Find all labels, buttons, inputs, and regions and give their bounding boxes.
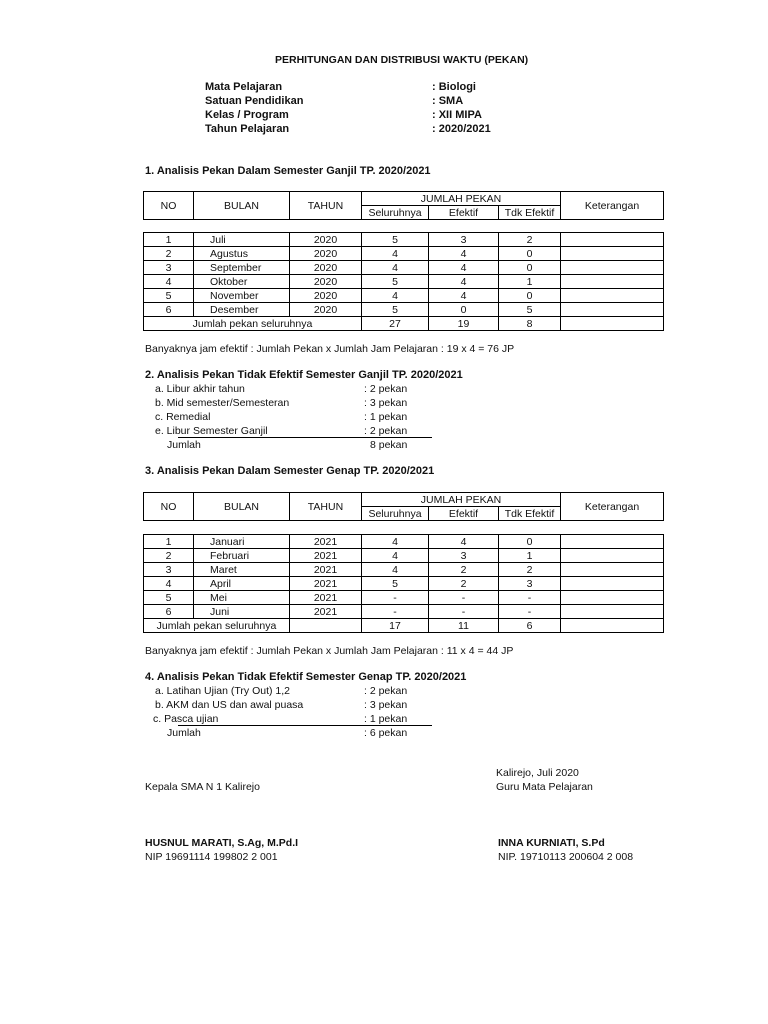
cell-tahun: 2021 — [290, 535, 362, 549]
header-seluruhnya: Seluruhnya — [362, 507, 429, 521]
cell-efektif: 4 — [429, 261, 499, 275]
cell-tdk-efektif: 2 — [499, 563, 561, 577]
header-efektif: Efektif — [429, 507, 499, 521]
cell-efektif: 0 — [429, 303, 499, 317]
list-item-label: b. AKM dan US dan awal puasa — [155, 699, 304, 711]
list-total-value: 8 pekan — [370, 439, 408, 451]
list-total-value: : 6 pekan — [364, 727, 408, 739]
table-row — [144, 261, 664, 275]
table-row — [144, 549, 664, 563]
cell-efektif: 4 — [429, 247, 499, 261]
list-item-value: : 3 pekan — [364, 397, 408, 409]
section-2-heading: 2. Analisis Pekan Tidak Efektif Semester Ganjil TP. 2020/2021 — [145, 369, 463, 381]
cell-no: 4 — [144, 577, 194, 591]
cell-tahun — [290, 619, 362, 633]
table-row — [144, 605, 664, 619]
cell-tdk-efektif: 1 — [499, 275, 561, 289]
cell-efektif: - — [429, 605, 499, 619]
cell-tahun: 2021 — [290, 549, 362, 563]
header-seluruhnya: Seluruhnya — [362, 206, 429, 220]
total-seluruhnya: 17 — [362, 619, 429, 633]
cell-keterangan — [561, 563, 664, 577]
cell-tdk-efektif: - — [499, 591, 561, 605]
info-label: Satuan Pendidikan — [205, 95, 304, 107]
cell-tahun: 2020 — [290, 247, 362, 261]
cell-seluruhnya: 4 — [362, 535, 429, 549]
page-title: PERHITUNGAN DAN DISTRIBUSI WAKTU (PEKAN) — [275, 54, 529, 66]
list-item-label: b. Mid semester/Semesteran — [155, 397, 290, 409]
cell-keterangan — [561, 233, 664, 247]
cell-no: 2 — [144, 549, 194, 563]
cell-no: 3 — [144, 261, 194, 275]
cell-tdk-efektif: 2 — [499, 233, 561, 247]
table-row — [144, 535, 664, 549]
table-row — [144, 247, 664, 261]
cell-tdk-efektif: 0 — [499, 535, 561, 549]
section-1-data-table — [143, 232, 664, 331]
cell-tahun: 2020 — [290, 233, 362, 247]
header-no: NO — [144, 493, 194, 521]
total-tdk-efektif: 6 — [499, 619, 561, 633]
cell-keterangan — [561, 605, 664, 619]
cell-efektif: - — [429, 591, 499, 605]
cell-seluruhnya: 5 — [362, 233, 429, 247]
cell-bulan: Juli — [194, 233, 290, 247]
cell-no: 1 — [144, 535, 194, 549]
left-role: Kepala SMA N 1 Kalirejo — [145, 781, 260, 793]
cell-seluruhnya: 5 — [362, 275, 429, 289]
cell-keterangan — [561, 619, 664, 633]
cell-efektif: 4 — [429, 275, 499, 289]
info-label: Mata Pelajaran — [205, 81, 283, 93]
cell-tdk-efektif: 1 — [499, 549, 561, 563]
section-3-jam-efektif: Banyaknya jam efektif : Jumlah Pekan x Jumlah Jam Pelajaran : 11 x 4 = 44 JP — [145, 645, 514, 657]
list-item-label: c. Remedial — [155, 411, 211, 423]
cell-no: 5 — [144, 289, 194, 303]
cell-bulan: Agustus — [194, 247, 290, 261]
total-label: Jumlah pekan seluruhnya — [144, 619, 290, 633]
cell-tahun: 2021 — [290, 577, 362, 591]
right-role: Guru Mata Pelajaran — [496, 781, 593, 793]
header-tahun: TAHUN — [290, 493, 362, 521]
cell-keterangan — [561, 577, 664, 591]
cell-bulan: Februari — [194, 549, 290, 563]
total-tdk-efektif: 8 — [499, 317, 561, 331]
header-tdk-efektif: Tdk Efektif — [499, 206, 561, 220]
header-efektif: Efektif — [429, 206, 499, 220]
list-item-value: : 2 pekan — [364, 425, 408, 437]
info-value: : XII MIPA — [432, 109, 482, 121]
cell-seluruhnya: - — [362, 591, 429, 605]
table-row — [144, 233, 664, 247]
cell-keterangan — [561, 275, 664, 289]
left-signatory-name: HUSNUL MARATI, S.Ag, M.Pd.I — [145, 837, 299, 849]
cell-tahun: 2021 — [290, 605, 362, 619]
cell-keterangan — [561, 317, 664, 331]
cell-bulan: Juni — [194, 605, 290, 619]
list-item-value: : 1 pekan — [364, 411, 408, 423]
list-item-value: : 3 pekan — [364, 699, 408, 711]
info-value: : SMA — [432, 95, 464, 107]
header-keterangan: Keterangan — [561, 192, 664, 220]
cell-bulan: Desember — [194, 303, 290, 317]
header-keterangan: Keterangan — [561, 493, 664, 521]
list-item-value: : 2 pekan — [364, 685, 408, 697]
cell-seluruhnya: 4 — [362, 549, 429, 563]
cell-tdk-efektif: 0 — [499, 289, 561, 303]
section-4-heading: 4. Analisis Pekan Tidak Efektif Semester Genap TP. 2020/2021 — [145, 671, 467, 683]
cell-efektif: 4 — [429, 289, 499, 303]
header-tahun: TAHUN — [290, 192, 362, 220]
total-efektif: 19 — [429, 317, 499, 331]
cell-seluruhnya: 5 — [362, 303, 429, 317]
sum-divider — [178, 437, 432, 438]
list-item-label: e. Libur Semester Ganjil — [155, 425, 268, 437]
cell-tahun: 2021 — [290, 591, 362, 605]
total-seluruhnya: 27 — [362, 317, 429, 331]
cell-tahun: 2020 — [290, 289, 362, 303]
header-tdk-efektif: Tdk Efektif — [499, 507, 561, 521]
info-label: Kelas / Program — [205, 109, 289, 121]
list-item-value: : 1 pekan — [364, 713, 408, 725]
cell-keterangan — [561, 261, 664, 275]
cell-seluruhnya: 4 — [362, 289, 429, 303]
list-item-value: : 2 pekan — [364, 383, 408, 395]
header-jumlah-pekan: JUMLAH PEKAN — [362, 493, 561, 507]
total-efektif: 11 — [429, 619, 499, 633]
cell-no: 5 — [144, 591, 194, 605]
cell-keterangan — [561, 549, 664, 563]
section-3-data-table — [143, 534, 664, 633]
list-item-label: c. Pasca ujian — [153, 713, 219, 725]
section-1-jam-efektif: Banyaknya jam efektif : Jumlah Pekan x Jumlah Jam Pelajaran : 19 x 4 = 76 JP — [145, 343, 515, 355]
table-total-row — [144, 619, 664, 633]
cell-seluruhnya: 4 — [362, 247, 429, 261]
cell-no: 1 — [144, 233, 194, 247]
list-total-label: Jumlah — [167, 439, 201, 451]
cell-seluruhnya: 5 — [362, 577, 429, 591]
cell-no: 3 — [144, 563, 194, 577]
table-row — [144, 289, 664, 303]
cell-bulan: Mei — [194, 591, 290, 605]
cell-tdk-efektif: 5 — [499, 303, 561, 317]
header-bulan: BULAN — [194, 493, 290, 521]
list-item-label: a. Libur akhir tahun — [155, 383, 245, 395]
cell-tdk-efektif: 0 — [499, 247, 561, 261]
info-label: Tahun Pelajaran — [205, 123, 290, 135]
cell-bulan: Januari — [194, 535, 290, 549]
header-bulan: BULAN — [194, 192, 290, 220]
section-3-header-table — [143, 492, 664, 521]
cell-seluruhnya: 4 — [362, 261, 429, 275]
cell-efektif: 2 — [429, 563, 499, 577]
cell-efektif: 2 — [429, 577, 499, 591]
cell-bulan: September — [194, 261, 290, 275]
cell-tahun: 2020 — [290, 303, 362, 317]
cell-bulan: Oktober — [194, 275, 290, 289]
cell-tdk-efektif: 0 — [499, 261, 561, 275]
table-row — [144, 591, 664, 605]
cell-tahun: 2021 — [290, 563, 362, 577]
cell-keterangan — [561, 289, 664, 303]
cell-keterangan — [561, 303, 664, 317]
cell-no: 2 — [144, 247, 194, 261]
left-nip: NIP 19691114 199802 2 001 — [145, 851, 278, 863]
cell-keterangan — [561, 535, 664, 549]
cell-tahun: 2020 — [290, 261, 362, 275]
cell-no: 6 — [144, 605, 194, 619]
cell-bulan: November — [194, 289, 290, 303]
section-1-heading: 1. Analisis Pekan Dalam Semester Ganjil TP. 2020/2021 — [145, 165, 431, 177]
table-total-row — [144, 317, 664, 331]
cell-seluruhnya: - — [362, 605, 429, 619]
table-row — [144, 303, 664, 317]
cell-efektif: 3 — [429, 233, 499, 247]
table-row — [144, 275, 664, 289]
cell-bulan: April — [194, 577, 290, 591]
cell-tdk-efektif: 3 — [499, 577, 561, 591]
cell-efektif: 4 — [429, 535, 499, 549]
total-label: Jumlah pekan seluruhnya — [144, 317, 362, 331]
right-signatory-name: INNA KURNIATI, S.Pd — [498, 837, 605, 849]
cell-efektif: 3 — [429, 549, 499, 563]
cell-no: 6 — [144, 303, 194, 317]
section-1-header-table — [143, 191, 664, 220]
info-value: : Biologi — [432, 81, 476, 93]
place-date: Kalirejo, Juli 2020 — [496, 767, 579, 779]
cell-tahun: 2020 — [290, 275, 362, 289]
cell-keterangan — [561, 591, 664, 605]
info-value: : 2020/2021 — [432, 123, 491, 135]
cell-seluruhnya: 4 — [362, 563, 429, 577]
list-total-label: Jumlah — [167, 727, 201, 739]
header-jumlah-pekan: JUMLAH PEKAN — [362, 192, 561, 206]
cell-tdk-efektif: - — [499, 605, 561, 619]
sum-divider — [178, 725, 432, 726]
cell-keterangan — [561, 247, 664, 261]
header-no: NO — [144, 192, 194, 220]
right-nip: NIP. 19710113 200604 2 008 — [498, 851, 634, 863]
list-item-label: a. Latihan Ujian (Try Out) 1,2 — [155, 685, 291, 697]
table-row — [144, 577, 664, 591]
cell-bulan: Maret — [194, 563, 290, 577]
table-row — [144, 563, 664, 577]
cell-no: 4 — [144, 275, 194, 289]
section-3-heading: 3. Analisis Pekan Dalam Semester Genap TP. 2020/2021 — [145, 465, 435, 477]
